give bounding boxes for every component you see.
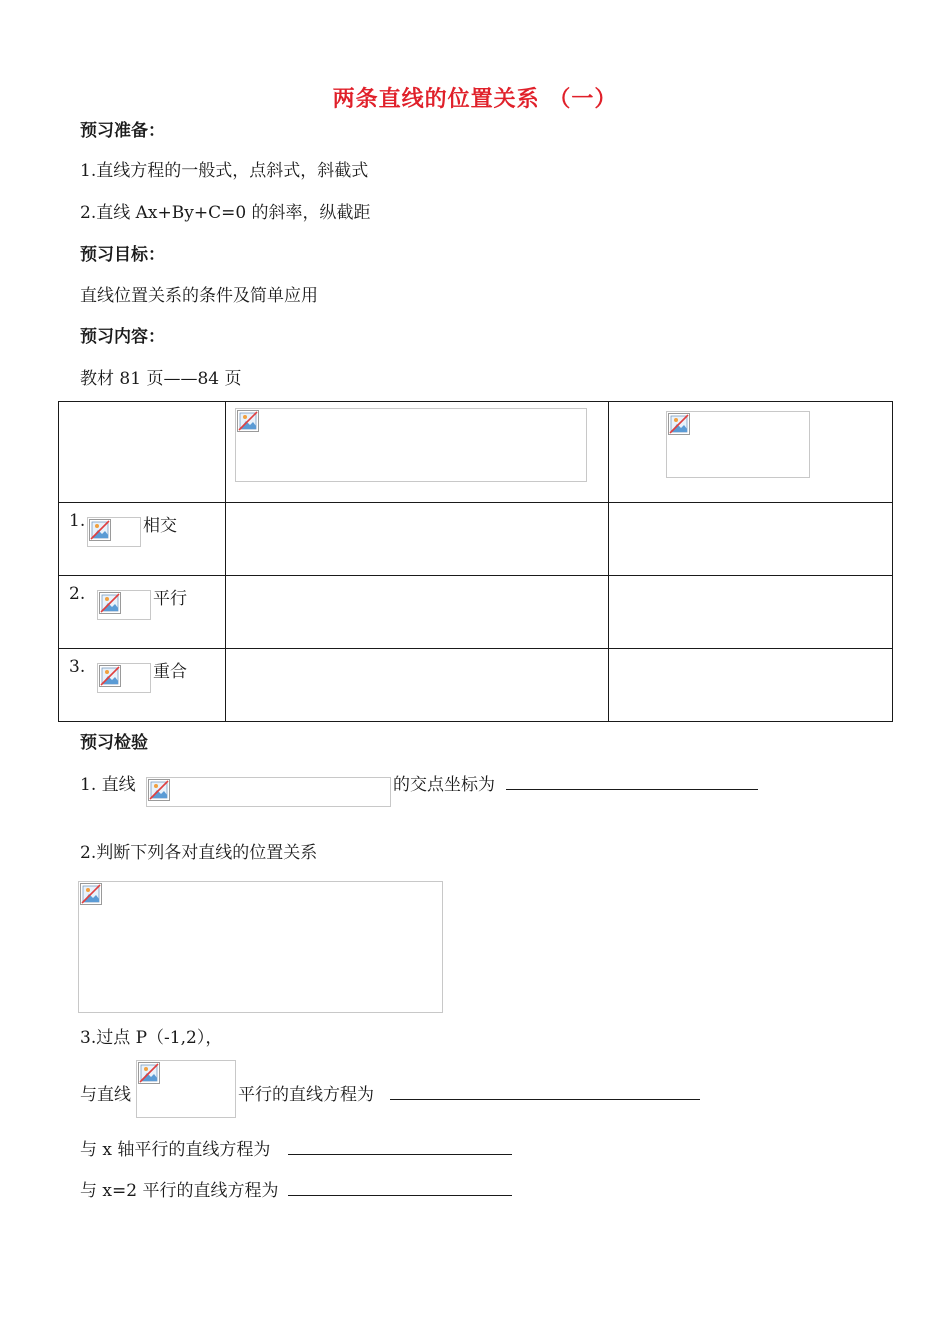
broken-image-icon xyxy=(89,519,111,541)
row-number: 2. xyxy=(69,584,86,604)
row-label-cell xyxy=(59,576,226,649)
formula-image xyxy=(235,408,587,482)
row-number: 3. xyxy=(69,657,86,677)
formula-image xyxy=(78,881,443,1013)
answer-blank[interactable] xyxy=(288,1175,512,1196)
comparison-table xyxy=(58,401,893,722)
broken-image-icon xyxy=(99,592,121,614)
broken-image-icon xyxy=(99,665,121,687)
q3-line3: 与 x=2 平行的直线方程为 xyxy=(80,1181,279,1201)
prep-item-1: 1.直线方程的一般式，点斜式，斜截式 xyxy=(80,161,369,181)
broken-image-icon xyxy=(80,883,102,905)
q3-line1-prefix: 与直线 xyxy=(80,1085,131,1105)
answer-blank[interactable] xyxy=(506,769,758,790)
check-heading: 预习检验 xyxy=(80,733,148,753)
q2-text: 2.判断下列各对直线的位置关系 xyxy=(80,843,318,863)
broken-image-icon xyxy=(668,413,690,435)
q3-intro: 3.过点 P（-1,2）， xyxy=(80,1028,223,1048)
row-number: 1. xyxy=(69,511,86,531)
broken-image-icon xyxy=(138,1062,160,1084)
row-label-cell xyxy=(59,649,226,722)
table-cell xyxy=(609,649,893,722)
goal-text: 直线位置关系的条件及简单应用 xyxy=(80,286,318,306)
q1-suffix: 的交点坐标为 xyxy=(393,775,495,795)
row-label: 平行 xyxy=(153,589,187,609)
formula-image xyxy=(666,411,810,478)
prep-item-2: 2.直线 Ax+By+C=0 的斜率，纵截距 xyxy=(80,203,371,223)
content-heading: 预习内容： xyxy=(80,327,165,347)
table-row xyxy=(59,503,893,576)
answer-blank[interactable] xyxy=(288,1134,512,1155)
table-cell xyxy=(609,503,893,576)
row-label: 相交 xyxy=(143,516,177,536)
table-cell xyxy=(226,576,609,649)
goal-heading: 预习目标： xyxy=(80,245,165,265)
table-header-blank xyxy=(59,402,226,503)
page-title: 两条直线的位置关系 （一） xyxy=(332,87,618,112)
formula-image xyxy=(136,1060,236,1118)
formula-image xyxy=(97,590,151,620)
table-header-row xyxy=(59,402,893,503)
table-row xyxy=(59,649,893,722)
table-cell xyxy=(226,649,609,722)
formula-image xyxy=(97,663,151,693)
broken-image-icon xyxy=(148,779,170,801)
table-header-col-1 xyxy=(226,402,609,503)
formula-image xyxy=(146,777,391,807)
table-row xyxy=(59,576,893,649)
row-label-cell xyxy=(59,503,226,576)
formula-image xyxy=(87,517,141,547)
table-cell xyxy=(226,503,609,576)
row-label: 重合 xyxy=(153,662,187,682)
content-text: 教材 81 页——84 页 xyxy=(80,369,242,389)
answer-blank[interactable] xyxy=(390,1079,700,1100)
table-header-col-2 xyxy=(609,402,893,503)
q1-prefix: 1. 直线 xyxy=(80,775,136,795)
prep-heading: 预习准备： xyxy=(80,121,165,141)
q3-line1-suffix: 平行的直线方程为 xyxy=(238,1085,374,1105)
q3-line2: 与 x 轴平行的直线方程为 xyxy=(80,1140,271,1160)
table-cell xyxy=(609,576,893,649)
broken-image-icon xyxy=(237,410,259,432)
